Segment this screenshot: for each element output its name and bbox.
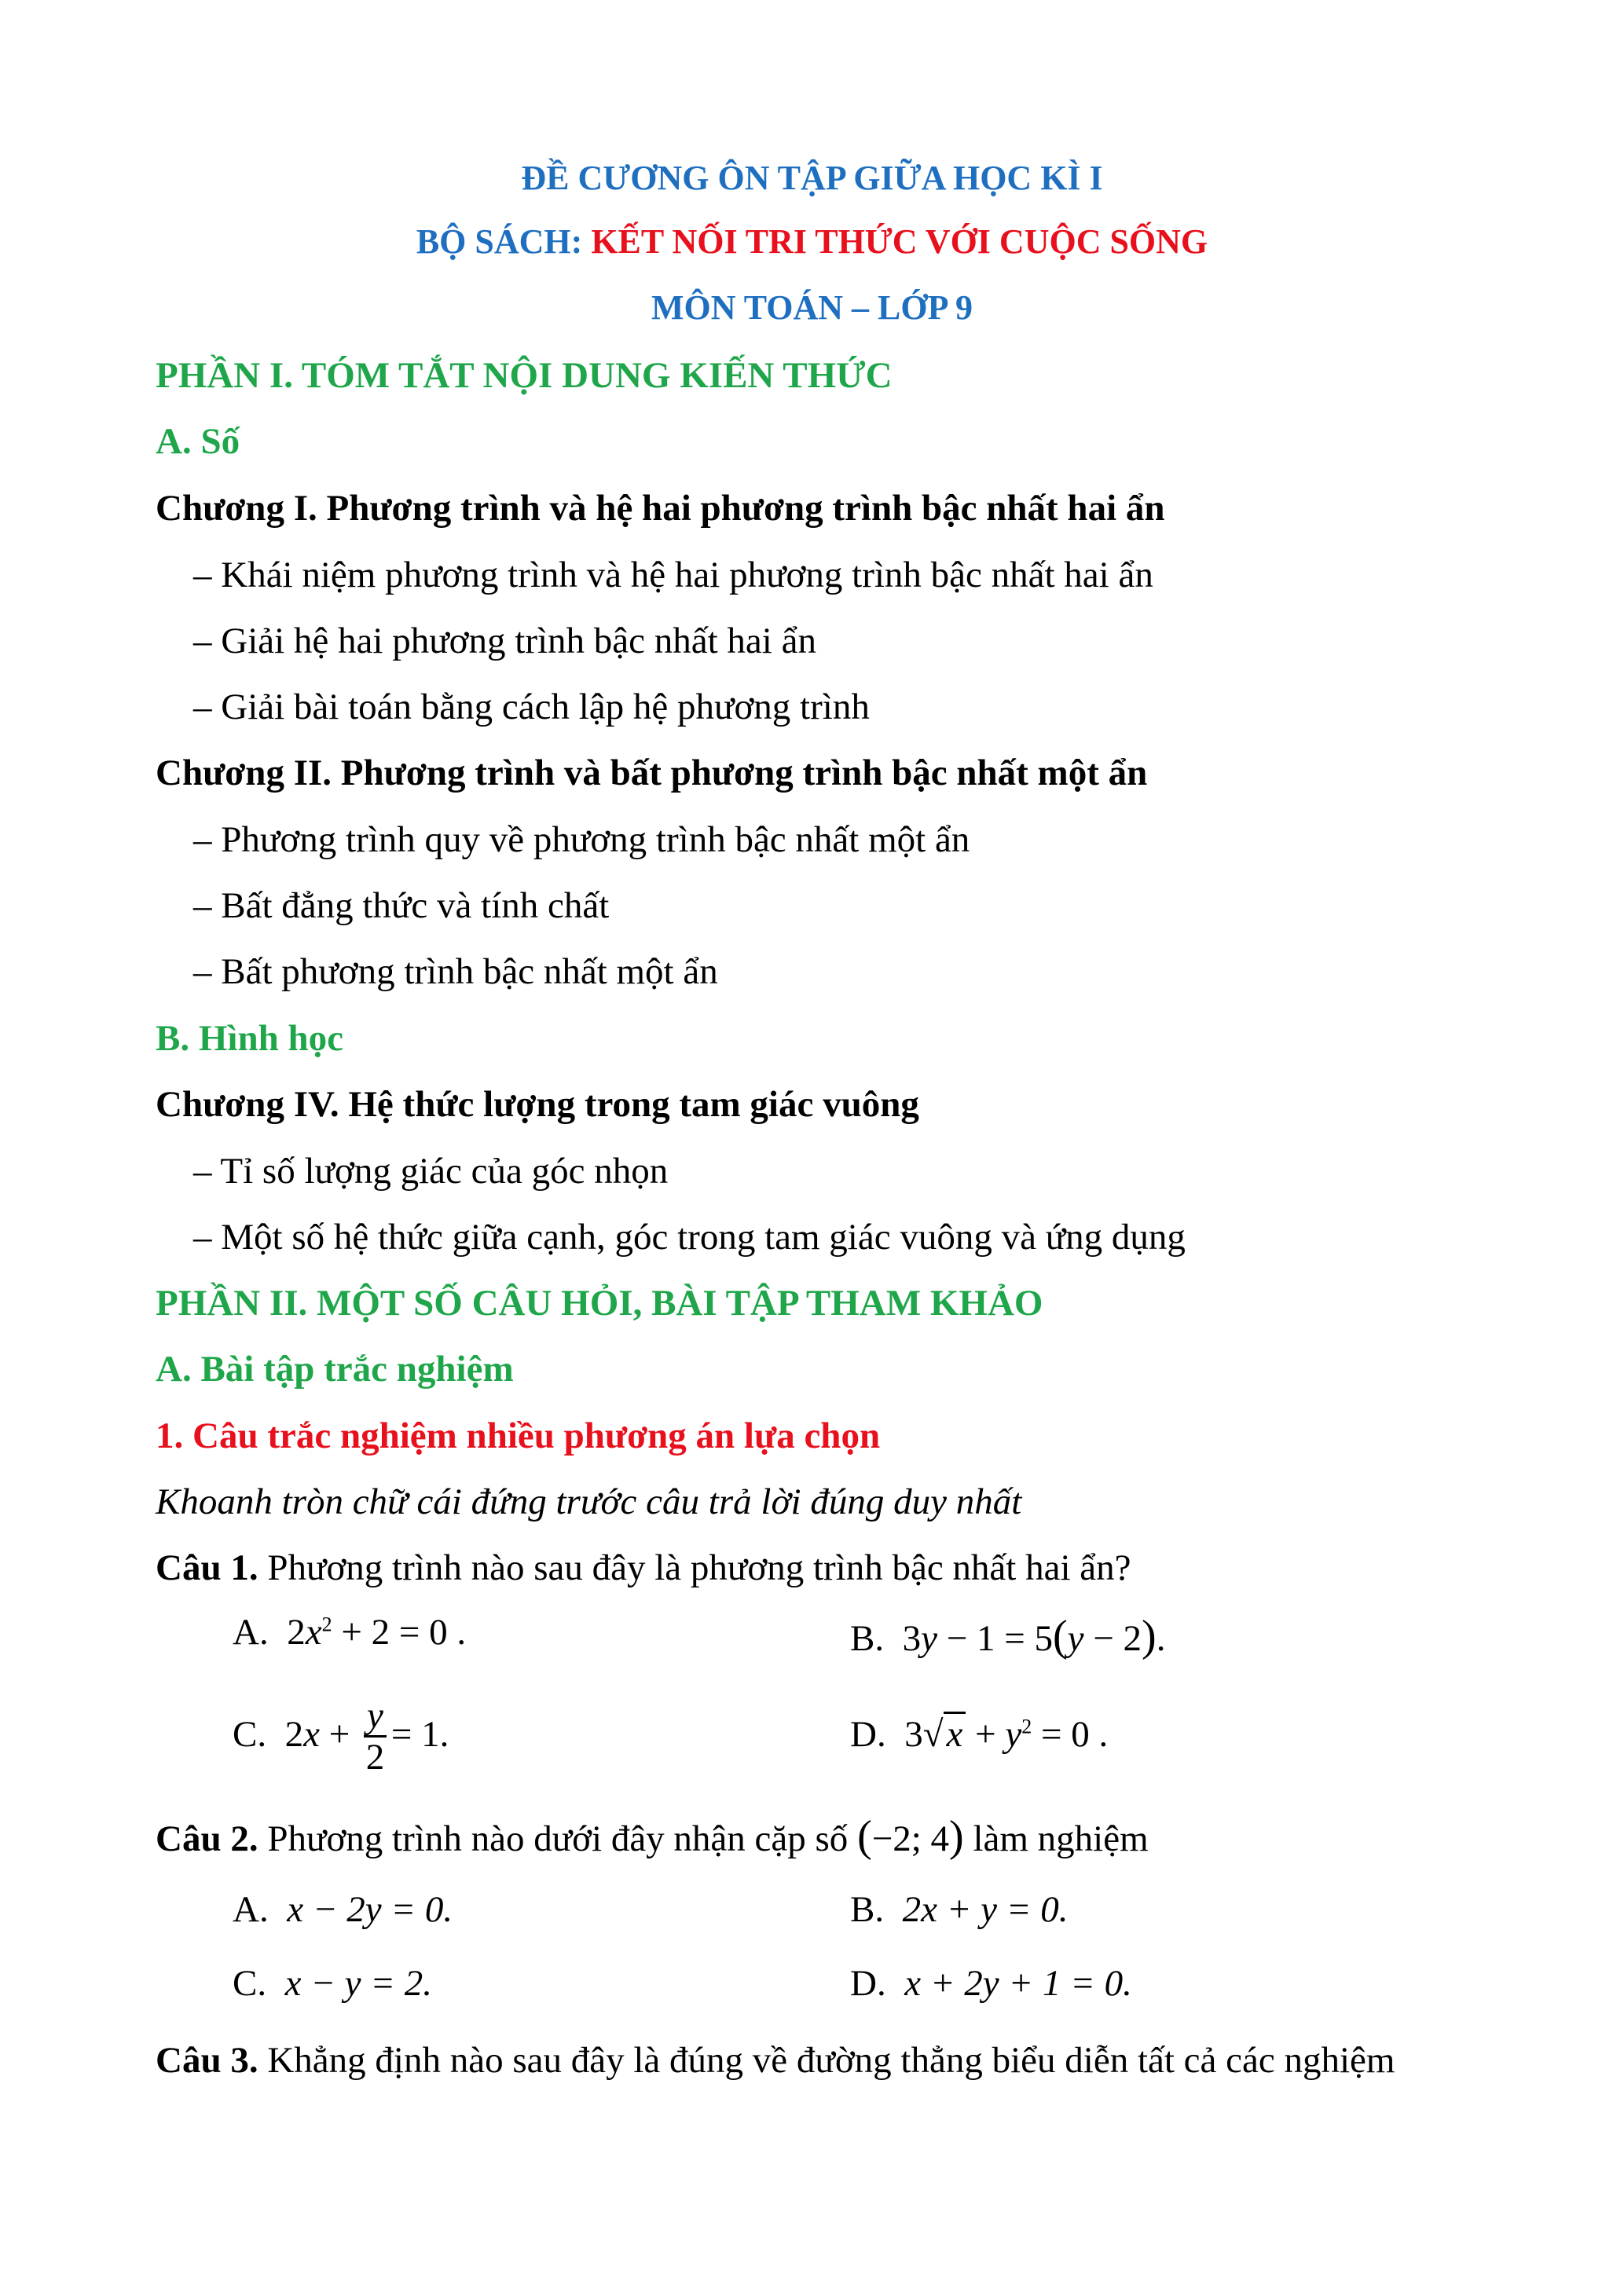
question-2: Câu 2. Phương trình nào dưới đây nhận cặp số (−2; 4) làm nghiệm: [156, 1812, 1149, 1861]
square-root: √x: [923, 1716, 966, 1753]
q1-option-b-letter: B.: [850, 1618, 885, 1659]
q2-option-a-expr: x − 2y = 0.: [287, 1889, 453, 1930]
q2-option-a-letter: A.: [233, 1889, 269, 1930]
chapter2-item: – Phương trình quy về phương trình bậc nhất một ẩn: [193, 819, 970, 860]
q1-option-d[interactable]: D. $3√x + y^2 = 0$ .: [850, 1716, 1108, 1753]
part1-section-a: A. Số: [156, 421, 240, 462]
q1-option-c[interactable]: C. 2x + $\frac{y}{2}$ = 1.: [233, 1695, 449, 1778]
instruction-text: Khoanh tròn chữ cái đứng trước câu trả lời đúng duy nhất: [156, 1481, 1022, 1522]
header-title: ĐỀ CƯƠNG ÔN TẬP GIỮA HỌC KÌ I: [521, 159, 1103, 197]
q2-option-b-letter: B.: [850, 1889, 885, 1930]
question-1-label: Câu 1.: [156, 1547, 258, 1588]
question-2-text: Phương trình nào dưới đây nhận cặp số: [258, 1818, 858, 1859]
part2-title: PHẦN II. MỘT SỐ CÂU HỎI, BÀI TẬP THAM KHẢO: [156, 1283, 1043, 1324]
q1-option-d-letter: D.: [850, 1714, 886, 1755]
header-book-prefix: BỘ SÁCH:: [416, 222, 592, 261]
q2-option-c-expr: x − y = 2.: [284, 1963, 433, 2004]
q2-option-c[interactable]: [233, 1965, 432, 2002]
chapter2-item: – Bất đẳng thức và tính chất: [193, 885, 610, 926]
header-book-name: KẾT NỐI TRI THỨC VỚI CUỘC SỐNG: [591, 222, 1208, 261]
chapter2-item: – Bất phương trình bậc nhất một ẩn: [193, 951, 718, 992]
header-subject: MÔN TOÁN – LỚP 9: [651, 288, 973, 327]
q2-option-b[interactable]: [850, 1891, 1069, 1928]
question-2-text-after: làm nghiệm: [963, 1818, 1149, 1859]
fraction: $\frac{y}{2}$: [364, 1697, 387, 1778]
header-book-line: [0, 222, 1624, 261]
part2-section-a: A. Bài tập trắc nghiệm: [156, 1349, 514, 1390]
question-2-pair: −2; 4: [871, 1818, 950, 1859]
q1-option-a-letter: A.: [233, 1612, 269, 1653]
q2-option-c-letter: C.: [233, 1963, 267, 2004]
question-3: [156, 2042, 1395, 2079]
part1-section-b: B. Hình học: [156, 1018, 343, 1059]
part1-title: PHẦN I. TÓM TẮT NỘI DUNG KIẾN THỨC: [156, 355, 893, 396]
chapter1-item: – Khái niệm phương trình và hệ hai phương trình bậc nhất hai ẩn: [193, 555, 1153, 595]
chapter1-title: Chương I. Phương trình và hệ hai phương trình bậc nhất hai ẩn: [156, 488, 1165, 529]
q2-option-d[interactable]: [850, 1965, 1132, 2002]
question-3-text: Khẳng định nào sau đây là đúng về đường thẳng biểu diễn tất cả các nghiệm: [258, 2040, 1395, 2081]
q2-option-d-letter: D.: [850, 1963, 886, 2004]
chapter1-item: – Giải hệ hai phương trình bậc nhất hai ẩn: [193, 621, 816, 661]
chapter2-title: Chương II. Phương trình và bất phương trình bậc nhất một ẩn: [156, 753, 1148, 793]
question-3-label: Câu 3.: [156, 2040, 258, 2081]
q1-option-a[interactable]: A. $2x^2 + 2 = 0$ .: [233, 1612, 467, 1653]
chapter4-title: Chương IV. Hệ thức lượng trong tam giác vuông: [156, 1084, 919, 1125]
q2-option-a[interactable]: [233, 1891, 453, 1928]
question-2-label: Câu 2.: [156, 1818, 258, 1859]
subsection-multiple-choice: 1. Câu trắc nghiệm nhiều phương án lựa chọn: [156, 1415, 881, 1456]
q2-option-d-expr: x + 2y + 1 = 0.: [904, 1963, 1132, 2004]
chapter4-item: – Tỉ số lượng giác của góc nhọn: [193, 1151, 669, 1192]
chapter1-item: – Giải bài toán bằng cách lập hệ phương trình: [193, 687, 870, 727]
chapter4-item: – Một số hệ thức giữa cạnh, góc trong tam giác vuông và ứng dụng: [193, 1217, 1186, 1258]
question-1: [156, 1547, 1131, 1588]
q1-option-c-letter: C.: [233, 1713, 267, 1755]
q2-option-b-expr: 2x + y = 0.: [902, 1889, 1069, 1930]
q1-option-b[interactable]: B. 3y − 1 = 5(y − 2).: [850, 1612, 1166, 1661]
question-1-text: Phương trình nào sau đây là phương trình bậc nhất hai ẩn?: [258, 1547, 1131, 1588]
